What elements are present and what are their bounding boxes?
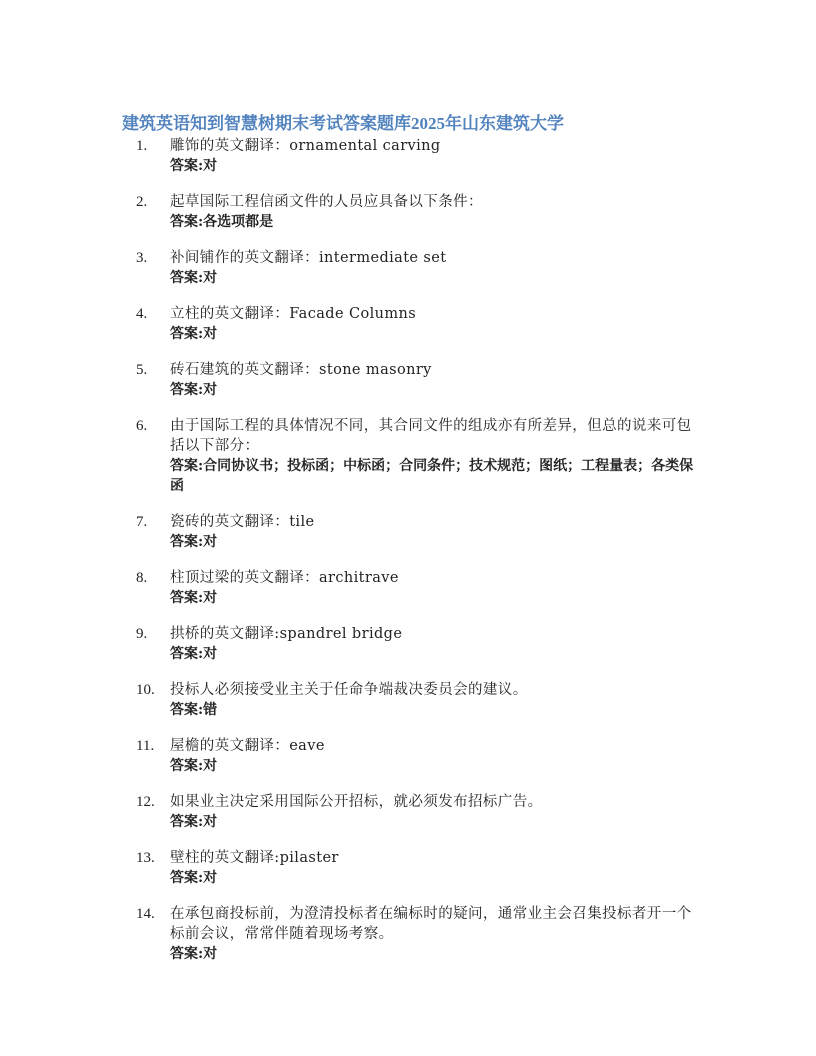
question-number: 14. [136, 906, 155, 922]
question-number: 12. [136, 794, 155, 810]
question-text: 在承包商投标前，为澄清投标者在编标时的疑问，通常业主会召集投标者开一个标前会议，常常伴随着现场考察。 [170, 906, 692, 942]
answer-text: 答案:错 [170, 702, 218, 718]
question-item [0, 136, 816, 176]
question-text: 投标人必须接受业主关于任命争端裁决委员会的建议。 [170, 682, 528, 698]
question-number: 9. [136, 626, 148, 642]
question-text: 砖石建筑的英文翻译：stone masonry [170, 362, 432, 378]
answer-text: 答案:对 [170, 758, 218, 774]
answer-text: 答案:对 [170, 870, 218, 886]
question-item [0, 568, 816, 608]
question-item [0, 848, 816, 888]
answer-text: 答案:合同协议书；投标函；中标函；合同条件；技术规范；图纸；工程量表；各类保函 [170, 458, 694, 494]
question-text: 如果业主决定采用国际公开招标，就必须发布招标广告。 [170, 794, 543, 810]
question-text: 雕饰的英文翻译：ornamental carving [170, 138, 441, 154]
question-number: 8. [136, 570, 148, 586]
question-text: 起草国际工程信函文件的人员应具备以下条件： [170, 194, 483, 210]
question-text: 屋檐的英文翻译：eave [170, 738, 325, 754]
question-text: 由于国际工程的具体情况不同，其合同文件的组成亦有所差异，但总的说来可包括以下部分： [170, 418, 692, 454]
question-number: 4. [136, 306, 148, 322]
question-text: 柱顶过梁的英文翻译：architrave [170, 570, 399, 586]
question-item [0, 680, 816, 720]
answer-text: 答案:对 [170, 590, 218, 606]
question-item [0, 416, 816, 496]
question-item [0, 360, 816, 400]
question-list [0, 136, 816, 980]
question-item [0, 904, 816, 964]
question-number: 5. [136, 362, 148, 378]
answer-text: 答案:对 [170, 946, 218, 962]
question-number: 11. [136, 738, 155, 754]
answer-text: 答案:对 [170, 534, 218, 550]
question-item [0, 736, 816, 776]
question-number: 13. [136, 850, 155, 866]
question-text: 立柱的英文翻译：Facade Columns [170, 306, 417, 322]
answer-text: 答案:对 [170, 270, 218, 286]
question-number: 6. [136, 418, 148, 434]
question-text: 拱桥的英文翻译:spandrel bridge [170, 626, 403, 642]
question-item [0, 792, 816, 832]
question-number: 2. [136, 194, 148, 210]
question-item [0, 192, 816, 232]
question-number: 3. [136, 250, 148, 266]
question-number: 1. [136, 138, 148, 154]
answer-text: 答案:对 [170, 326, 218, 342]
answer-text: 答案:对 [170, 646, 218, 662]
question-text: 壁柱的英文翻译:pilaster [170, 850, 339, 866]
answer-text: 答案:对 [170, 382, 218, 398]
answer-text: 答案:对 [170, 158, 218, 174]
question-item [0, 304, 816, 344]
question-item [0, 512, 816, 552]
document-title: 建筑英语知到智慧树期末考试答案题库2025年山东建筑大学 [122, 114, 564, 133]
answer-text: 答案:各选项都是 [170, 214, 274, 230]
question-text: 瓷砖的英文翻译：tile [170, 514, 315, 530]
question-item [0, 624, 816, 664]
question-text: 补间铺作的英文翻译：intermediate set [170, 250, 447, 266]
question-number: 10. [136, 682, 155, 698]
answer-text: 答案:对 [170, 814, 218, 830]
question-number: 7. [136, 514, 148, 530]
question-item [0, 248, 816, 288]
